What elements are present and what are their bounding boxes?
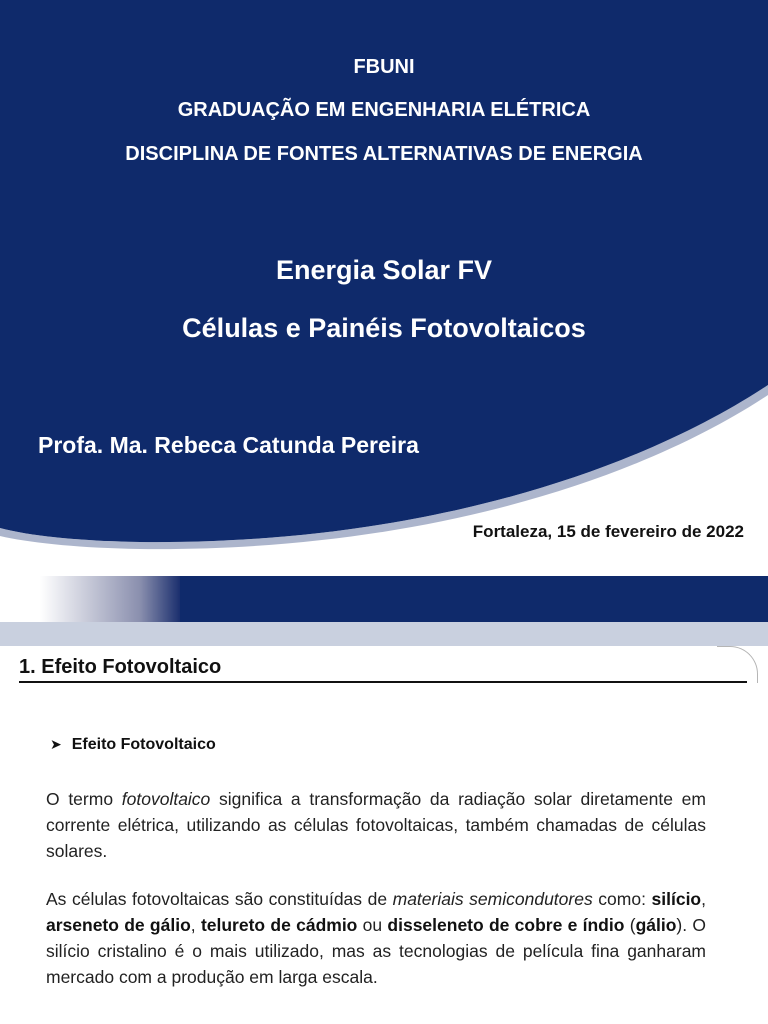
arrow-bullet-icon: ➤ (50, 736, 62, 752)
slide-separator-band (0, 576, 768, 622)
para2-text-2: como: (592, 889, 652, 909)
presentation-subtitle: Células e Painéis Fotovoltaicos (182, 313, 586, 343)
paragraph-definition (46, 786, 706, 864)
material-gallium: gálio (635, 915, 677, 935)
material-gallium-arsenide: arseneto de gálio (46, 915, 191, 935)
discipline-name: DISCIPLINA DE FONTES ALTERNATIVAS DE ENERGIA (125, 143, 643, 165)
heading-underline (19, 681, 747, 683)
corner-decoration (717, 646, 758, 683)
material-copper-indium-diselenide: disseleneto de cobre e índio (387, 915, 625, 935)
para2-term-italic: materiais semicondutores (392, 889, 593, 909)
slide-separator-strip (0, 622, 768, 646)
content-slide (0, 646, 768, 1024)
material-silicon: silício (651, 889, 702, 909)
para2-sep-4: ( (624, 915, 636, 935)
para2-text-1: As células fotovoltaicas são constituídas de (46, 889, 393, 909)
presentation-title: Energia Solar FV (275, 255, 493, 285)
para1-term-italic: fotovoltaico (121, 789, 211, 809)
author-name: Profa. Ma. Rebeca Catunda Pereira (38, 432, 419, 458)
paragraph-materials (46, 886, 706, 990)
para2-sep-3: ou (357, 915, 388, 935)
place-date: Fortaleza, 15 de fevereiro de 2022 (472, 522, 744, 541)
para1-text-2: significa a transformação da radiação solar diretamente em corrente elétrica, utilizando as células fotovoltaicas, também chamadas de células solares. (46, 789, 706, 861)
separator-navy-block (180, 576, 768, 622)
material-cadmium-telluride: telureto de cádmio (200, 915, 358, 935)
para2-sep-2: , (190, 915, 201, 935)
course-name: GRADUAÇÃO EM ENGENHARIA ELÉTRICA (177, 99, 591, 121)
para2-sep-1: , (701, 889, 706, 909)
bullet-item (50, 736, 216, 754)
para1-text-1: O termo (46, 789, 122, 809)
para2-text-3: ). O silício cristalino é o mais utilizado, mas as tecnologias de película fina ganharam mercado com a produção em larga escala. (46, 915, 706, 987)
bullet-text: Efeito Fotovoltaico (71, 736, 216, 753)
section-heading: 1. Efeito Fotovoltaico (19, 656, 222, 678)
institution-name: FBUNI (353, 56, 415, 78)
